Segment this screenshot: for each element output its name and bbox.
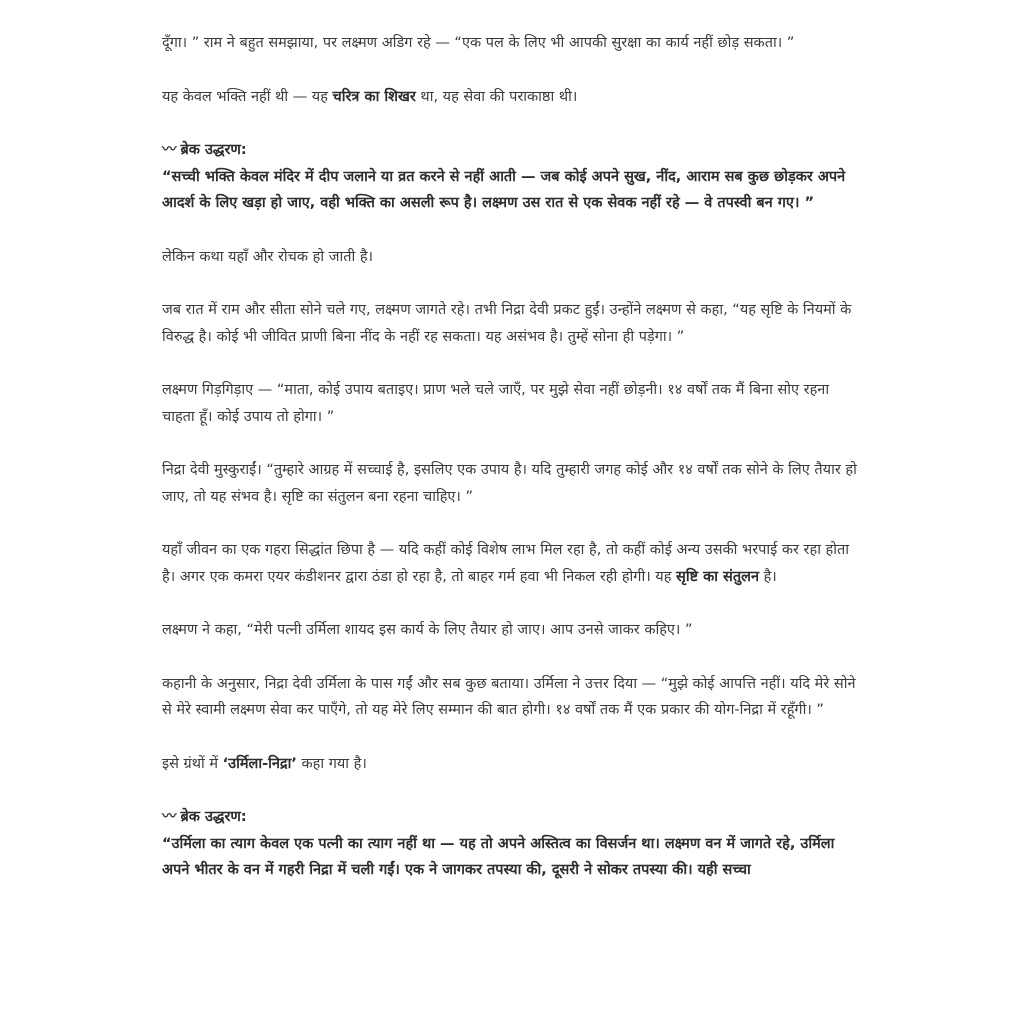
paragraph-7-text-c: है। bbox=[759, 568, 777, 585]
paragraph-10 bbox=[162, 751, 862, 778]
wave-icon: 〰 bbox=[162, 809, 177, 825]
break-quote-heading-1 bbox=[162, 137, 862, 164]
break-quote-text-1: “सच्ची भक्ति केवल मंदिर में दीप जलाने या व्रत करने से नहीं आती — जब कोई अपने सुख, नींद, आराम सब कुछ छोड़कर अपने आदर्श के लिए खड़ा हो जाए, वही भक्ति का असली रूप है। लक्ष्मण उस रात से एक सेवक नहीं रहे — वे तपस्वी बन गए। ” bbox=[162, 168, 846, 211]
paragraph-5: लक्ष्मण गिड़गिड़ाए — “माता, कोई उपाय बताइए। प्राण भले चले जाएँ, पर मुझे सेवा नहीं छोड़नी। १४ वर्षों तक मैं बिना सोए रहना चाहता हूँ। कोई उपाय तो होगा। ” bbox=[162, 382, 830, 425]
paragraph-10-bold: ‘उर्मिला-निद्रा’ bbox=[222, 755, 297, 772]
paragraph-2-bold: चरित्र का शिखर bbox=[332, 88, 416, 105]
paragraph-10-text-c: कहा गया है। bbox=[296, 755, 367, 772]
paragraph-2-text-c: था, यह सेवा की पराकाष्ठा थी। bbox=[415, 88, 578, 105]
paragraph-9: कहानी के अनुसार, निद्रा देवी उर्मिला के पास गईं और सब कुछ बताया। उर्मिला ने उत्तर दिया — “मुझे कोई आपत्ति नहीं। यदि मेरे सोने से मेरे स्वामी लक्ष्मण सेवा कर पाएँगे, तो यह मेरे लिए सम्मान की बात होगी। १४ वर्षों तक मैं एक प्रकार की योग-निद्रा में रहूँगी। ” bbox=[162, 675, 856, 718]
article-body bbox=[162, 30, 862, 911]
paragraph-2-text-a: यह केवल भक्ति नहीं थी — यह bbox=[162, 88, 333, 105]
paragraph-7 bbox=[162, 537, 862, 590]
break-quote-heading-2 bbox=[162, 804, 862, 831]
break-quote-label: ब्रेक उद्धरण: bbox=[180, 809, 247, 825]
break-quote-label: ब्रेक उद्धरण: bbox=[180, 142, 247, 158]
paragraph-2 bbox=[162, 84, 862, 111]
paragraph-1: दूँगा। ” राम ने बहुत समझाया, पर लक्ष्मण अडिग रहे — “एक पल के लिए भी आपकी सुरक्षा का कार्य नहीं छोड़ सकता। ” bbox=[162, 35, 795, 51]
paragraph-7-text-a: यहाँ जीवन का एक गहरा सिद्धांत छिपा है — यदि कहीं कोई विशेष लाभ मिल रहा है, तो कहीं कोई अन्य उसकी भरपाई कर रहा होता है। अगर एक कमरा एयर कंडीशनर द्वारा ठंडा हो रहा है, तो बाहर गर्म हवा भी निकल रही होगी। यह bbox=[162, 542, 850, 585]
paragraph-6: निद्रा देवी मुस्कुराईं। “तुम्हारे आग्रह में सच्चाई है, इसलिए एक उपाय है। यदि तुम्हारी जगह कोई और १४ वर्षों तक सोने के लिए तैयार हो जाए, तो यह संभव है। सृष्टि का संतुलन बना रहना चाहिए। ” bbox=[162, 462, 857, 505]
paragraph-8: लक्ष्मण ने कहा, “मेरी पत्नी उर्मिला शायद इस कार्य के लिए तैयार हो जाए। आप उनसे जाकर कहिए। ” bbox=[162, 622, 693, 638]
paragraph-4: जब रात में राम और सीता सोने चले गए, लक्ष्मण जागते रहे। तभी निद्रा देवी प्रकट हुईं। उन्होंने लक्ष्मण से कहा, “यह सृष्टि के नियमों के विरुद्ध है। कोई भी जीवित प्राणी बिना नींद के नहीं रह सकता। यह असंभव है। तुम्हें सोना ही पड़ेगा। ” bbox=[162, 302, 852, 345]
paragraph-7-bold: सृष्टि का संतुलन bbox=[676, 568, 759, 585]
paragraph-3: लेकिन कथा यहाँ और रोचक हो जाती है। bbox=[162, 248, 374, 265]
paragraph-10-text-a: इसे ग्रंथों में bbox=[162, 755, 223, 772]
break-quote-text-2: “उर्मिला का त्याग केवल एक पत्नी का त्याग नहीं था — यह तो अपने अस्तित्व का विसर्जन था। लक्ष्मण वन में जागते रहे, उर्मिला अपने भीतर के वन में गहरी निद्रा में चली गईं। एक ने जागकर तपस्या की, दूसरी ने सोकर तपस्या की। यही सच्चा bbox=[162, 835, 835, 878]
wave-icon: 〰 bbox=[162, 142, 177, 158]
